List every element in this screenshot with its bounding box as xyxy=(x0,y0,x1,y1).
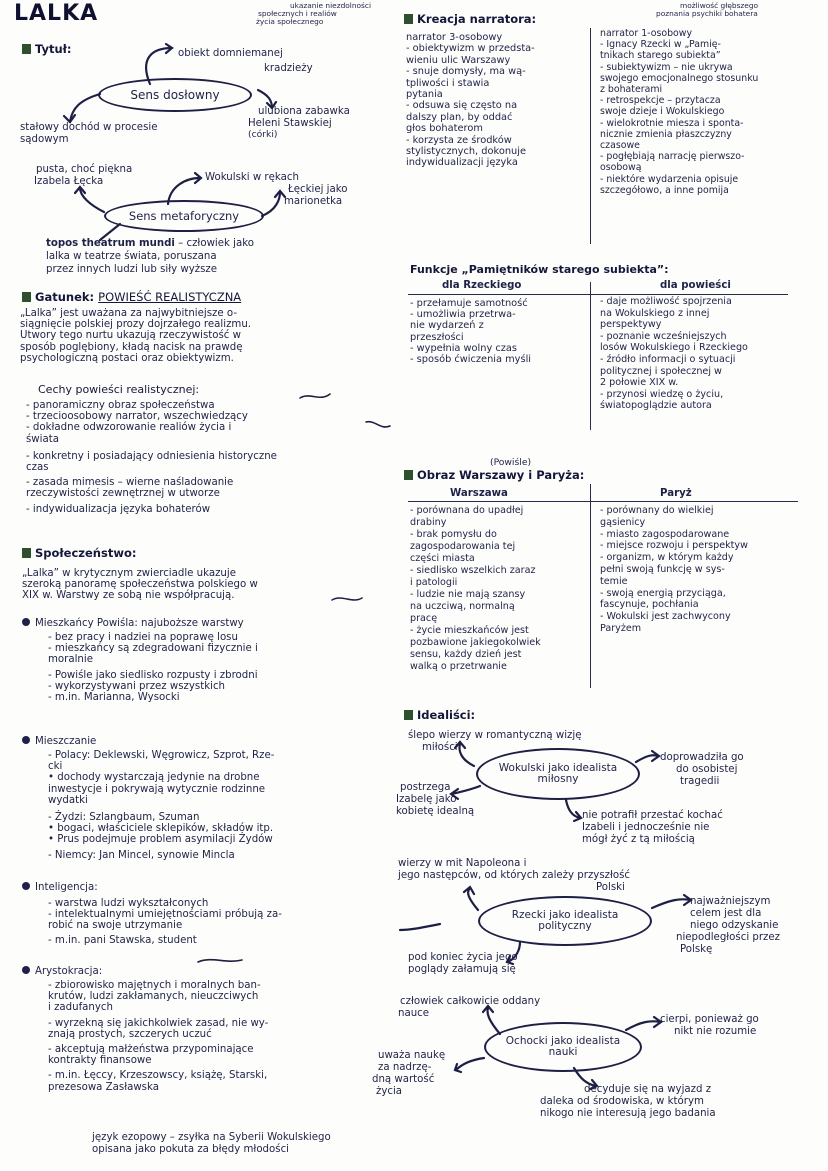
r-right-5: Polskę xyxy=(680,944,713,955)
kreacja-left-item: dalszy plan, by oddać xyxy=(406,111,513,123)
inteligencja-list xyxy=(48,898,282,946)
mieszczanie-item: - Niemcy: Jan Mincel, synowie Mincla xyxy=(48,849,235,861)
inteligencja-item: - intelektualnymi umiejętnościami próbują za- xyxy=(48,909,282,921)
kreacja-left-item: - korzysta ze środków xyxy=(406,134,512,146)
obraz-note: (Powiśle) xyxy=(490,457,532,468)
intro-line: szeroką panoramę społeczeństwa polskiego w xyxy=(22,579,258,591)
mieszczanie-item: • bogaci, właściciele sklepików, składów itp. xyxy=(48,823,274,835)
gatunek-line: „Lalka” jest uważana za najwybitniejsze o- xyxy=(20,308,237,319)
w-left-1: postrzega xyxy=(400,782,451,793)
cechy-item: świata xyxy=(26,433,59,445)
topos-rest: – człowiek jako xyxy=(178,238,254,249)
rzecki-oval xyxy=(478,896,652,946)
obiekt-text: obiekt domniemanej xyxy=(178,48,283,59)
arystokracja-item: krutów, ludzi zakłamanych, nieuczciwych xyxy=(48,991,259,1003)
arystokracja-heading xyxy=(22,966,102,977)
arystokracja-list xyxy=(48,980,268,1093)
funkcje-left xyxy=(410,298,531,365)
warszawa-item: pracę xyxy=(410,613,438,624)
paryz-item: pełni swoją funkcję w sys- xyxy=(600,563,725,575)
topos-1 xyxy=(46,238,254,249)
intro-line: „Lalka” w krytycznym zwierciadle ukazuje xyxy=(22,568,236,579)
rzecki-oval-text: Rzecki jako idealista polityczny xyxy=(511,909,619,932)
square-bullet-icon xyxy=(22,548,31,558)
o-left-4: życia xyxy=(376,1086,403,1097)
sens-doslowny-oval xyxy=(98,78,252,112)
paryz-item: - miasto zagospodarowane xyxy=(600,528,730,540)
dot-bullet-icon xyxy=(22,736,30,744)
kreacja-right-item: - retrospekcje – przytacza xyxy=(600,95,721,107)
arystokracja-item: kontrakty finansowe xyxy=(48,1055,152,1067)
kreacja-left-item: narrator 3-osobowy xyxy=(406,32,503,43)
w-left-3: kobietę idealną xyxy=(396,806,475,817)
funkcje-right-item: światopoglądzie autora xyxy=(600,400,712,412)
gatunek-line: Utwory tego nurtu ukazują rzeczywistość w xyxy=(20,330,241,342)
warszawa-item: - siedlisko wszelkich zaraz xyxy=(410,565,536,576)
ulubiona-3: (córki) xyxy=(248,129,278,140)
w-left-2: Izabelę jako xyxy=(396,794,457,805)
warszawa-item: - życie mieszkańców jest xyxy=(410,625,529,636)
powisle-heading xyxy=(22,618,244,629)
sens-doslowny-text: Sens dosłowny xyxy=(130,87,220,102)
wokulski-3: marionetka xyxy=(284,196,343,207)
top-note-1: ukazanie niezdolności xyxy=(290,1,372,10)
kreacja-heading xyxy=(404,14,536,25)
gatunek-line: sposób poglębiony, kładą nacisk na prawdę xyxy=(20,341,243,353)
warszawa-item: zagospodarowania tej xyxy=(410,541,516,552)
funkcje-right-item: na Wokulskiego z innej xyxy=(600,307,710,319)
powisle-item: moralnie xyxy=(48,654,93,666)
o-bot-3: nikogo nie interesują jego badania xyxy=(540,1108,716,1119)
r-bot-1: pod koniec życia jego xyxy=(408,952,518,963)
top-note-2: społecznych i realiów xyxy=(258,9,337,18)
kreacja-divider xyxy=(590,28,591,244)
powisle-item: - mieszkańcy są zdegradowani fizycznie i xyxy=(48,643,258,655)
dot-bullet-icon xyxy=(22,966,30,974)
gatunek-paragraph xyxy=(20,308,251,364)
gatunek-line: psychologiczną postaci oraz obiektywizm. xyxy=(20,352,234,364)
pusta-1: pusta, choć piękna xyxy=(36,164,133,175)
powisle-item: - Powiśle jako siedlisko rozpusty i zbrodni xyxy=(48,669,258,681)
powisle-item: - m.in. Marianna, Wysocki xyxy=(48,692,180,704)
funkcje-right-item: politycznej i społecznej w xyxy=(600,365,722,377)
kreacja-right-item: - pogłębiają narrację pierwszo- xyxy=(600,151,745,163)
ezop-1: język ezopowy – zsyłka na Syberii Wokulskiego xyxy=(92,1132,331,1143)
arystokracja-item: - zbiorowisko majętnych i moralnych ban- xyxy=(48,980,261,991)
squiggle-d xyxy=(198,960,242,962)
idealisci-heading-text: Idealiści: xyxy=(417,708,476,722)
squiggle-b xyxy=(366,422,390,427)
obraz-hline xyxy=(408,501,798,502)
kreacja-right-item: czasowe xyxy=(600,140,640,152)
arystokracja-item: - m.in. Łęccy, Krzeszowscy, książę, Starski, xyxy=(48,1070,268,1082)
powisle-item: - wykorzystywani przez wszystkich xyxy=(48,680,226,692)
funkcje-left-item: - umożliwia przetrwa- xyxy=(410,309,516,321)
page-title: LALKA xyxy=(14,1,99,26)
paryz-item: fascynuje, pochłania xyxy=(600,599,699,611)
spoleczenstwo-heading-text: Społeczeństwo: xyxy=(35,546,137,560)
sens-metaforyczny-oval xyxy=(104,200,264,232)
o-top-2: nauce xyxy=(398,1008,430,1019)
paryz-list xyxy=(600,505,748,635)
paryz-item: Paryżem xyxy=(600,622,642,634)
kreacja-right-item: osobową xyxy=(600,162,642,174)
squiggle-c xyxy=(332,598,362,600)
funkcje-right-item: - źródło informacji o sytuacji xyxy=(600,353,736,365)
w-right-1: doprowadziła go xyxy=(660,752,744,763)
mieszczanie-item: - Polacy: Deklewski, Węgrowicz, Szprot, Rze- xyxy=(48,750,275,761)
kreacja-left-item: indywidualizacji języka xyxy=(406,157,518,169)
kreacja-right-item: szczegółowo, a inne pomija xyxy=(600,184,729,196)
powisle-item: - bez pracy i nadziei na poprawę losu xyxy=(48,632,238,643)
paryz-item: - miejsce rozwoju i perspektyw xyxy=(600,540,748,552)
dot-bullet-icon xyxy=(22,618,30,626)
kreacja-right-item: tnikach starego subiekta” xyxy=(600,50,721,62)
square-bullet-icon xyxy=(404,470,413,480)
w-bot-2: Izabeli i jednocześnie nie xyxy=(582,822,710,833)
ulubiona-1: ulubiona zabawka xyxy=(258,106,350,117)
arrow-o-right xyxy=(626,1021,660,1030)
arrow-r-link xyxy=(400,924,440,930)
kreacja-left-item: wieniu ulic Warszawy xyxy=(406,54,511,66)
wokulski-2: Łęckiej jako xyxy=(288,184,348,195)
funkcje-right-item: losów Wokulskiego i Rzeckiego xyxy=(600,342,748,354)
funkcje-left-item: - przełamuje samotność xyxy=(410,298,528,309)
kreacja-right-item: - Ignacy Rzecki w „Pamię- xyxy=(600,39,721,51)
paryz-item: - organizm, w którym każdy xyxy=(600,552,734,564)
kreacja-left-item: głos bohaterom xyxy=(406,123,483,135)
kreacja-right-item: - niektóre wydarzenia opisuje xyxy=(600,173,739,185)
warszawa-item: na uczciwą, normalną xyxy=(410,601,515,612)
wokulski-1: Wokulski w rękach xyxy=(205,172,299,183)
kreacja-right-item: narrator 1-osobowy xyxy=(600,28,693,39)
tytul-heading xyxy=(22,44,72,55)
funkcje-right-item: - daje możliwość spojrzenia xyxy=(600,296,732,307)
ulubiona-2: Heleni Stawskiej xyxy=(248,118,332,129)
warszawa-item: - ludzie nie mają szansy xyxy=(410,589,526,600)
gatunek-line: siągnięcie polskiej prozy dojrzałego realizmu. xyxy=(20,319,252,331)
warszawa-head: Warszawa xyxy=(450,488,508,499)
funkcje-right-item: perspektywy xyxy=(600,319,662,331)
mieszczanie-item: cki xyxy=(48,761,63,773)
mieszczanie-item: wydatki xyxy=(48,794,88,806)
funkcje-left-item: - sposób ćwiczenia myśli xyxy=(410,354,532,366)
obraz-divider xyxy=(590,484,591,688)
ochocki-oval xyxy=(484,1022,642,1072)
wokulski-oval xyxy=(476,748,640,800)
square-bullet-icon xyxy=(22,44,31,54)
paryz-head: Paryż xyxy=(660,488,692,499)
mieszczanie-list xyxy=(48,750,274,861)
kreacja-left-item: - odsuwa się często na xyxy=(406,100,518,112)
cechy-item: - trzecioosobowy narrator, wszechwiedzący xyxy=(26,411,248,423)
dot-bullet-icon xyxy=(22,882,30,890)
warszawa-item: sensu, każdy dzień jest xyxy=(410,649,522,660)
cechy-item: - zasada mimesis – wierne naśladowanie xyxy=(26,477,234,489)
paryz-item: temie xyxy=(600,575,628,587)
warszawa-item: i patologii xyxy=(410,577,458,588)
funkcje-right-item: - poznanie wcześniejszych xyxy=(600,330,727,342)
arrow-to-stalowy xyxy=(70,94,100,122)
wokulski-oval-text: Wokulski jako idealista miłosny xyxy=(498,762,618,785)
paryz-item: - Wokulski jest zachwycony xyxy=(600,611,731,623)
spoleczenstwo-heading xyxy=(22,548,136,559)
kreacja-left xyxy=(406,32,535,169)
arrow-w-left xyxy=(452,786,480,794)
mieszczanie-heading xyxy=(22,736,96,747)
kreacja-right-item: z bohaterami xyxy=(600,84,663,96)
funkcje-left-item: - wypełnia wolny czas xyxy=(410,342,518,354)
kreacja-left-item: - snuje domysły, ma wą- xyxy=(406,66,526,78)
r-bot-2: poglądy załamują się xyxy=(408,964,516,975)
gatunek-heading-text: Gatunek: xyxy=(35,290,95,304)
square-bullet-icon xyxy=(22,292,31,302)
arrow-r-right xyxy=(652,899,690,908)
kreacja-right-item: - wielokrotnie miesza i sponta- xyxy=(600,117,744,129)
warszawa-item: walką o przetrwanie xyxy=(410,661,507,672)
inteligencja-heading xyxy=(22,882,98,893)
r-top-3: Polski xyxy=(596,882,625,893)
paryz-item: - porównany do wielkiej xyxy=(600,505,714,516)
o-left-2: za nadrzę- xyxy=(378,1062,432,1073)
square-bullet-icon xyxy=(404,710,413,720)
mieszczanie-item: inwestycje i pokrywają wytycznie rodzinne xyxy=(48,783,266,795)
arrow-w-top xyxy=(460,744,474,766)
squiggle-a xyxy=(300,394,330,398)
warszawa-item: części miasta xyxy=(410,553,475,564)
kreacja-right-item: - subiektywizm – nie ukrywa xyxy=(600,61,733,73)
kreacja-heading-text: Kreacja narratora: xyxy=(417,12,537,26)
warszawa-item: drabiny xyxy=(410,517,447,528)
kreacja-left-item: tpliwości i stawia xyxy=(406,77,490,89)
warszawa-item: - brak pomysłu do xyxy=(410,529,497,540)
o-bot-2: daleka od środowiska, w którym xyxy=(540,1096,704,1107)
square-bullet-icon xyxy=(404,14,413,24)
w-right-2: do osobistej xyxy=(676,764,738,775)
funkcje-right xyxy=(600,296,748,412)
arystokracja-item: - akceptują małżeństwa przypominające xyxy=(48,1044,254,1056)
r-right-3: niego odzyskanie xyxy=(690,920,779,931)
kreacja-left-item: - obiektywizm w przedsta- xyxy=(406,43,535,55)
gatunek-name: POWIEŚĆ REALISTYCZNA xyxy=(98,290,242,304)
arystokracja-item: znają prostych, szczerych uczuć xyxy=(48,1028,212,1040)
cechy-item: czas xyxy=(26,462,49,474)
mieszczanie-item: • Prus podejmuje problem asymilacji Żydów xyxy=(48,834,273,846)
w-bot-1: nie potrafił przestać kochać xyxy=(582,810,723,821)
kreacja-left-item: stylistycznych, dokonuje xyxy=(406,146,526,158)
warszawa-item: pozbawione jakiegokolwiek xyxy=(410,637,541,648)
w-top-1: ślepo wierzy w romantyczną wizję xyxy=(408,730,582,741)
paryz-item: - swoją energią przyciąga, xyxy=(600,587,726,599)
cechy-item: rzeczywistości zewnętrznej w utworze xyxy=(26,488,220,500)
kreacja-right-item: nicznie zmienia płaszczyzny xyxy=(600,128,732,140)
funkcje-col2-head: dla powieści xyxy=(660,280,731,291)
right-note-2: poznania psychiki bohatera xyxy=(656,9,758,18)
arrow-r-top xyxy=(468,888,478,910)
topos-bold: topos theatrum mundi xyxy=(46,238,175,249)
cechy-item: - panoramiczny obraz społeczeństwa xyxy=(26,400,215,411)
funkcje-divider xyxy=(590,282,591,430)
stalowy-2: sądowym xyxy=(20,134,69,145)
top-note-3: życia społecznego xyxy=(256,17,324,26)
sens-metaforyczny-text: Sens metaforyczny xyxy=(128,208,240,223)
arrow-o-left xyxy=(456,1058,484,1070)
funkcje-right-item: 2 połowie XIX w. xyxy=(600,377,679,389)
warszawa-list xyxy=(410,505,541,673)
stalowy-1: stałowy dochód w procesie xyxy=(20,122,158,133)
cechy-heading: Cechy powieści realistycznej: xyxy=(38,383,200,396)
o-top-1: człowiek całkowicie oddany xyxy=(400,996,541,1007)
kreacja-right-item: swojego emocjonalnego stosunku xyxy=(600,72,759,84)
spoleczenstwo-intro xyxy=(22,568,258,602)
mieszczanie-item: • dochody wystarczają jedynie na drobne xyxy=(48,772,260,784)
arystokracja-item: i zadufanych xyxy=(48,1002,113,1014)
funkcje-left-item: przeszłości xyxy=(410,331,464,343)
r-top-1: wierzy w mit Napoleona i xyxy=(398,858,527,869)
o-left-1: uważa naukę xyxy=(378,1050,446,1061)
tytul-heading-text: Tytuł: xyxy=(35,42,72,56)
ezop-2: opisana jako pokuta za błędy młodości xyxy=(92,1144,289,1155)
cechy-item: - dokładne odwzorowanie realiów życia i xyxy=(26,422,232,434)
funkcje-right-item: - przynosi wiedzę o życiu, xyxy=(600,388,724,400)
idealisci-heading xyxy=(404,710,475,721)
ochocki-oval-text: Ochocki jako idealista nauki xyxy=(505,1035,621,1058)
kreacja-left-item: pytania xyxy=(406,89,443,101)
powisle-list xyxy=(48,632,258,703)
kradziezy-text: kradzieży xyxy=(264,63,313,74)
topos-3: przez innych ludzi lub siły wyższe xyxy=(46,264,218,275)
w-top-2: miłości xyxy=(422,742,458,753)
arrow-meta-right xyxy=(262,192,280,216)
r-right-2: celem jest dla xyxy=(690,908,762,919)
r-top-2: jego następców, od których zależy przyszłość xyxy=(398,870,631,881)
inteligencja-item: - warstwa ludzi wykształconych xyxy=(48,898,209,909)
cechy-item: - indywidualizacja języka bohaterów xyxy=(26,503,211,515)
o-left-3: dną wartość xyxy=(372,1074,435,1085)
paryz-item: gąsienicy xyxy=(600,516,646,528)
right-note-1: możliwość głębszego xyxy=(680,1,759,10)
arrow-o-top xyxy=(488,1008,501,1034)
inteligencja-item: robić na swoje utrzymanie xyxy=(48,920,183,932)
arystokracja-item: prezesowa Zasławska xyxy=(48,1081,159,1093)
kreacja-right xyxy=(600,28,758,196)
w-bot-3: mógł żyć z tą miłością xyxy=(582,834,695,845)
o-right-2: nikt nie rozumie xyxy=(674,1026,757,1037)
funkcje-col1-head: dla Rzeckiego xyxy=(442,280,522,291)
inteligencja-item: - m.in. pani Stawska, student xyxy=(48,934,197,946)
cechy-item: - konkretny i posiadający odniesienia historyczne xyxy=(26,450,277,462)
cechy-list xyxy=(26,400,277,515)
arystokracja-item: - wyrzekną się jakichkolwiek zasad, nie wy- xyxy=(48,1017,269,1029)
pusta-2: Izabela Łęcka xyxy=(34,176,104,187)
mieszczanie-heading-text: Mieszczanie xyxy=(35,736,97,747)
obraz-heading xyxy=(404,470,584,481)
topos-2: lalka w teatrze świata, poruszana xyxy=(46,251,217,262)
inteligencja-heading-text: Inteligencja: xyxy=(35,882,98,893)
o-bot-1: decyduje się na wyjazd z xyxy=(584,1084,712,1095)
powisle-heading-text: Mieszkańcy Powiśla: najuboższe warstwy xyxy=(35,618,244,629)
mieszczanie-item: - Żydzi: Szlangbaum, Szuman xyxy=(48,812,200,824)
funkcje-heading: Funkcje „Pamiętników starego subiekta”: xyxy=(410,263,669,276)
arystokracja-heading-text: Arystokracja: xyxy=(35,966,103,977)
intro-line: XIX w. Warstwy ze sobą nie współpracują. xyxy=(22,590,235,602)
kreacja-right-item: swoje dzieje i Wokulskiego xyxy=(600,106,725,118)
r-right-4: niepodległości przez xyxy=(676,932,781,943)
obraz-heading-text: Obraz Warszawy i Paryża: xyxy=(417,468,585,482)
warszawa-item: - porównana do upadłej xyxy=(410,505,524,516)
w-right-3: tragedii xyxy=(680,776,720,787)
gatunek-heading xyxy=(22,292,241,303)
funkcje-left-item: nie wydarzeń z xyxy=(410,320,484,332)
arrow-w-bot xyxy=(566,800,580,818)
r-right-1: najważniejszym xyxy=(690,896,771,907)
o-right-1: cierpi, ponieważ go xyxy=(660,1014,759,1025)
arrow-to-pusta xyxy=(80,188,104,212)
arrow-w-right xyxy=(636,755,658,762)
